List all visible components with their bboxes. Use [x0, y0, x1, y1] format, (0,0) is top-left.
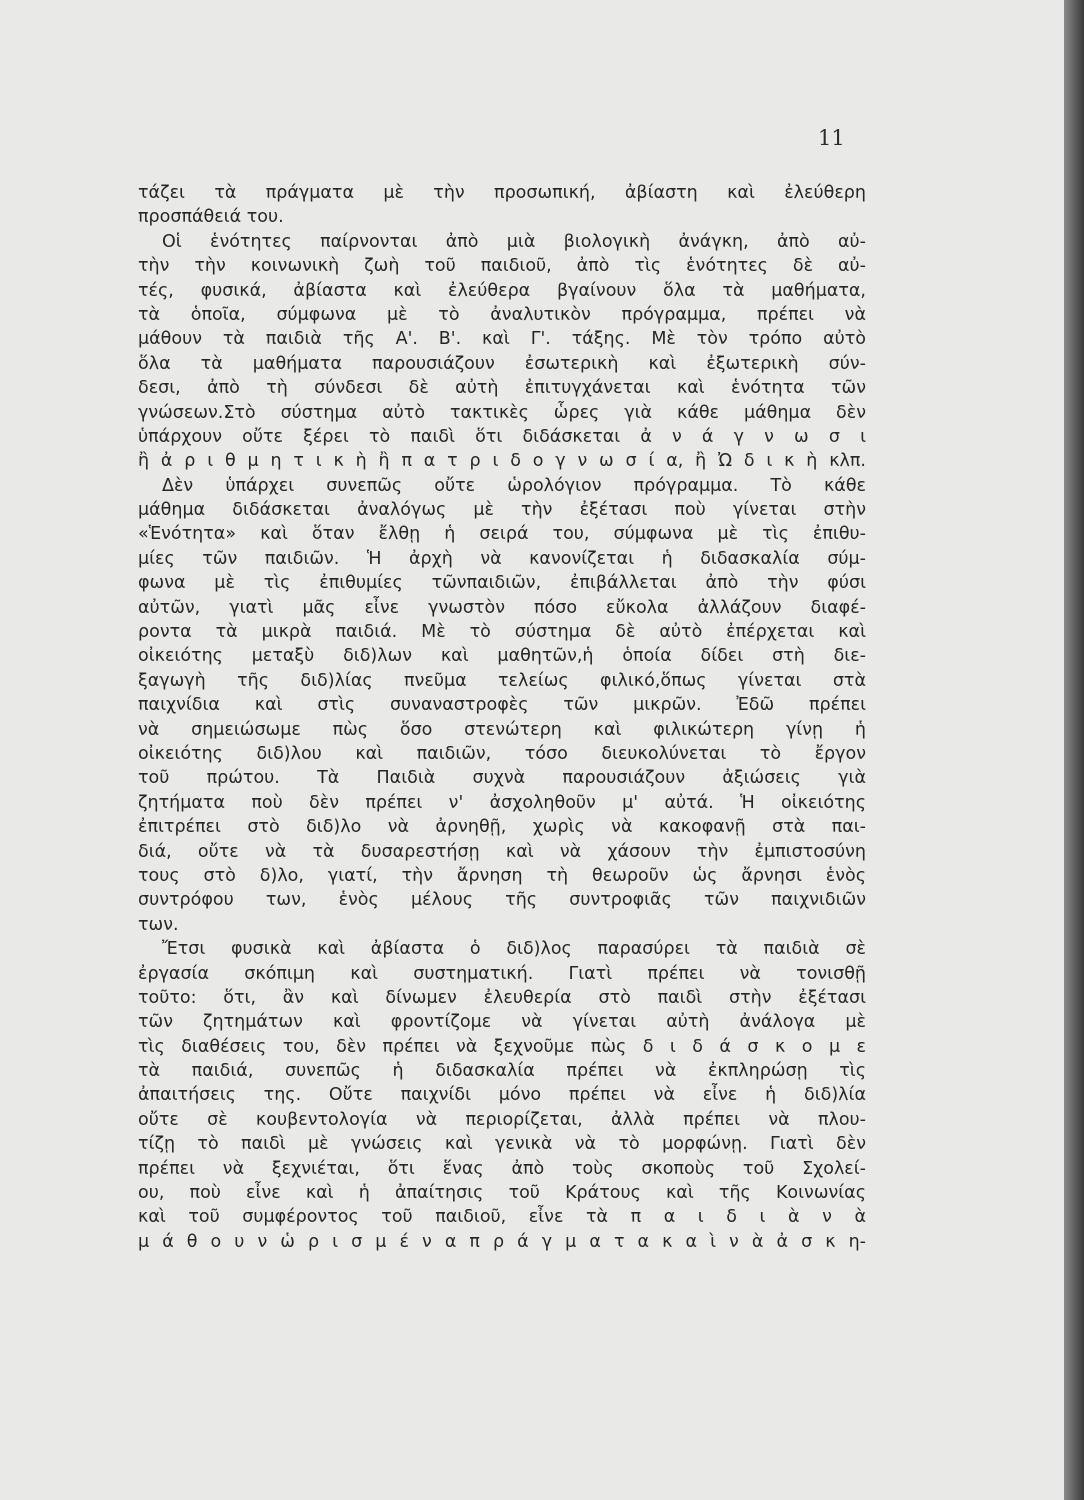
text-line: ἐπιτρέπει στὸ διδ)λο νὰ ἀρνηθῇ, χωρὶς νὰ κακοφανῇ στὰ παι- [138, 817, 866, 838]
text-line: τὰ παιδιά, συνεπῶς ἡ διδασκαλία πρέπει νὰ ἐκπληρώσῃ τὶς [138, 1061, 866, 1082]
text-line: φωνα μὲ τὶς ἐπιθυμίες τῶνπαιδιῶν, ἐπιβάλλεται ἀπὸ τὴν φύσι [138, 573, 866, 594]
text-line: ὅλα τὰ μαθήματα παρουσιάζουν ἐσωτερικὴ καὶ ἐξωτερικὴ σύν- [138, 353, 866, 374]
text-line: ροντα τὰ μικρὰ παιδιά. Μὲ τὸ σύστημα δὲ αὐτὸ ἐπέρχεται καὶ [138, 622, 866, 643]
text-line: παιχνίδια καὶ στὶς συναναστροφὲς τῶν μικρῶν. Ἐδῶ πρέπει [138, 695, 866, 716]
text-line: τές, φυσικά, ἀβίαστα καὶ ἐλεύθερα βγαίνουν ὅλα τὰ μαθήματα, [138, 280, 866, 301]
text-line: ἐργασία σκόπιμη καὶ συστηματική. Γιατὶ πρέπει νὰ τονισθῇ [138, 963, 866, 984]
text-line: Οἱ ἑνότητες παίρνονται ἀπὸ μιὰ βιολογικὴ ἀνάγκη, ἀπὸ αὐ- [162, 231, 866, 252]
text-line: πρέπει νὰ ξεχνιέται, ὅτι ἕνας ἀπὸ τοὺς σκοποὺς τοῦ Σχολεί- [138, 1158, 866, 1179]
text-line: συντρόφου των, ἑνὸς μέλους τῆς συντροφιᾶς τῶν παιχνιδιῶν [138, 890, 866, 911]
text-line: ἢ ἀ ρ ι θ μ η τ ι κ ὴ ἢ π α τ ρ ι δ ο γ ν ω σ ί α, ἢ Ὠ δ ι κ ὴ κλπ. [138, 451, 866, 472]
text-line: Ἔτσι φυσικὰ καὶ ἀβίαστα ὁ διδ)λος παρασύρει τὰ παιδιὰ σὲ [162, 939, 866, 960]
text-line: μίες τῶν παιδιῶν. Ἡ ἀρχὴ νὰ κανονίζεται ἡ διδασκαλία σύμ- [138, 548, 866, 569]
text-line: προσπάθειά του. [138, 207, 284, 228]
text-line: νὰ σημειώσωμε πὼς ὅσο στενώτερη καὶ φιλικώτερη γίνῃ ἡ [138, 719, 866, 740]
text-line: ζητήματα ποὺ δὲν πρέπει ν' ἀσχοληθοῦν μ' αὐτά. Ἡ οἰκειότης [138, 792, 866, 813]
text-line: οὔτε σὲ κουβεντολογία νὰ περιορίζεται, ἀλλὰ πρέπει νὰ πλου- [138, 1109, 866, 1130]
text-line: αὐτῶν, γιατὶ μᾶς εἶνε γνωστὸν πόσο εὔκολα ἀλλάζουν διαφέ- [138, 597, 866, 618]
text-line: τῶν ζητημάτων καὶ φροντίζομε νὰ γίνεται αὐτὴ ἀνάλογα μὲ [138, 1012, 866, 1033]
text-line: τὶς διαθέσεις του, δὲν πρέπει νὰ ξεχνοῦμε πὼς δ ι δ ά σ κ ο μ ε [138, 1036, 866, 1057]
text-line: τάζει τὰ πράγματα μὲ τὴν προσωπική, ἀβίαστη καὶ ἐλεύθερη [138, 183, 866, 203]
text-line: των. [138, 914, 179, 935]
text-line: ου, ποὺ εἶνε καὶ ἡ ἀπαίτησις τοῦ Κράτους καὶ τῆς Κοινωνίας [138, 1183, 866, 1204]
text-line: ἀπαιτήσεις της. Οὔτε παιχνίδι μόνο πρέπει νὰ εἶνε ἡ διδ)λία [138, 1085, 866, 1106]
text-line: διά, οὔτε νὰ τὰ δυσαρεστήσῃ καὶ νὰ χάσουν τὴν ἐμπιστοσύνη [138, 841, 866, 862]
text-line: τίζῃ τὸ παιδὶ μὲ γνώσεις καὶ γενικὰ νὰ τὸ μορφώνῃ. Γιατὶ δὲν [138, 1134, 866, 1155]
text-line: οἰκειότης μεταξὺ διδ)λων καὶ μαθητῶν,ἡ ὁποία δίδει στὴ διε- [138, 646, 866, 667]
text-line: τὰ ὁποῖα, σύμφωνα μὲ τὸ ἀναλυτικὸν πρόγραμμα, πρέπει νὰ [138, 304, 866, 325]
text-line: μάθουν τὰ παιδιὰ τῆς Α'. Β'. καὶ Γ'. τάξης. Μὲ τὸν τρόπο αὐτὸ [138, 329, 866, 350]
text-line: τοῦ πρώτου. Τὰ Παιδιὰ συχνὰ παρουσιάζουν ἀξιώσεις γιὰ [138, 768, 866, 789]
text-line: τοῦτο: ὅτι, ἂν καὶ δίνωμεν ἐλευθερία στὸ παιδὶ στὴν ἐξέτασι [138, 987, 866, 1008]
body-text [138, 181, 866, 1254]
text-line: τους στὸ δ)λο, γιατί, τὴν ἄρνηση τὴ θεωροῦν ὡς ἄρνησι ἑνὸς [138, 865, 866, 886]
page-edge-shadow [1064, 0, 1084, 1500]
text-line: δεσι, ἀπὸ τὴ σύνδεσι δὲ αὐτὴ ἐπιτυγχάνεται καὶ ἑνότητα τῶν [138, 378, 866, 399]
text-line: ξαγωγὴ τῆς διδ)λίας πνεῦμα τελείως φιλικό,ὅπως γίνεται στὰ [138, 670, 866, 691]
text-line: γνώσεων.Στὸ σύστημα αὐτὸ τακτικὲς ὧρες γιὰ κάθε μάθημα δὲν [138, 402, 866, 423]
text-line: μάθημα διδάσκεται ἀναλόγως μὲ τὴν ἐξέτασι ποὺ γίνεται στὴν [138, 500, 866, 521]
page-number: 11 [818, 126, 845, 150]
text-line: οἰκειότης διδ)λου καὶ παιδιῶν, τόσο διευκολύνεται τὸ ἔργον [138, 743, 866, 764]
text-line: «Ἑνότητα» καὶ ὅταν ἔλθῃ ἡ σειρά του, σύμφωνα μὲ τὶς ἐπιθυ- [138, 524, 866, 545]
text-line: Δὲν ὑπάρχει συνεπῶς οὔτε ὡρολόγιον πρόγραμμα. Τὸ κάθε [162, 475, 866, 496]
text-line: τὴν τὴν κοινωνικὴ ζωὴ τοῦ παιδιοῦ, ἀπὸ τὶς ἑνότητες δὲ αὐ- [138, 256, 866, 277]
text-line: ὑπάρχουν οὔτε ξέρει τὸ παιδὶ ὅτι διδάσκεται ἀ ν ά γ ν ω σ ι [138, 426, 866, 447]
text-line: καὶ τοῦ συμφέροντος τοῦ παιδιοῦ, εἶνε τὰ π α ι δ ι ὰ ν ὰ [138, 1207, 866, 1228]
text-line: μ ά θ ο υ ν ὡ ρ ι σ μ έ ν α π ρ ά γ μ α τ α κ α ὶ ν ὰ ἀ σ κ η- [138, 1231, 866, 1252]
